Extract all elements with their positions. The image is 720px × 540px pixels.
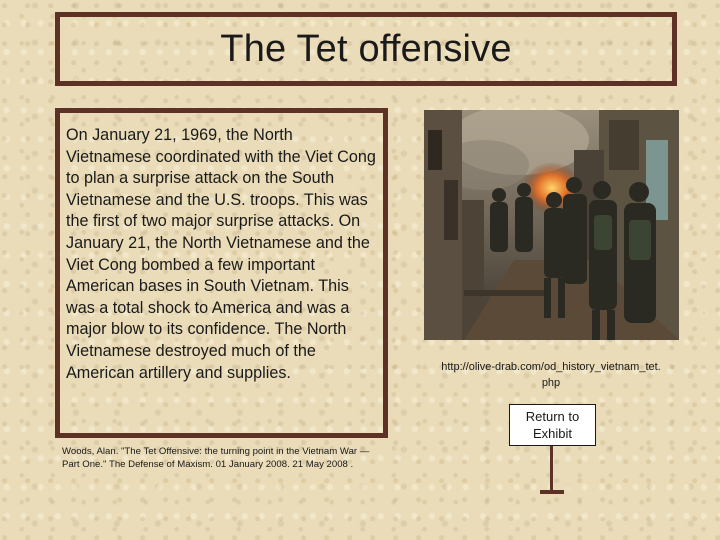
body-text-frame	[55, 108, 388, 438]
body-text: On January 21, 1969, the North Vietnamese coordinated with the Viet Cong to plan a surprise attack on the South Vietnamese and the U.S. troops. This was the first of two major surprise attacks. On January 21, the North Vietnamese and the Viet Cong bombed a few important American bases in South Vietnam. This was a total shock to America and was a major blow to its confidence. The North Vietnamese destroyed much of the American artillery and supplies.	[66, 126, 376, 382]
sign-post-base	[540, 490, 564, 494]
citation: Woods, Alan. "The Tet Offensive: the turning point in the Vietnam War — Part One." The Defense of Maxism. 01 January 2008. 21 May 2008 .	[62, 446, 370, 470]
sign-post	[550, 446, 553, 492]
image-source-url[interactable]: http://olive-drab.com/od_history_vietnam_tet.php	[441, 361, 661, 389]
slide-title: The Tet offensive	[220, 27, 512, 70]
return-to-exhibit-button[interactable]: Return to Exhibit	[509, 404, 596, 446]
tet-offensive-photo	[424, 110, 679, 340]
title-frame	[55, 12, 677, 86]
